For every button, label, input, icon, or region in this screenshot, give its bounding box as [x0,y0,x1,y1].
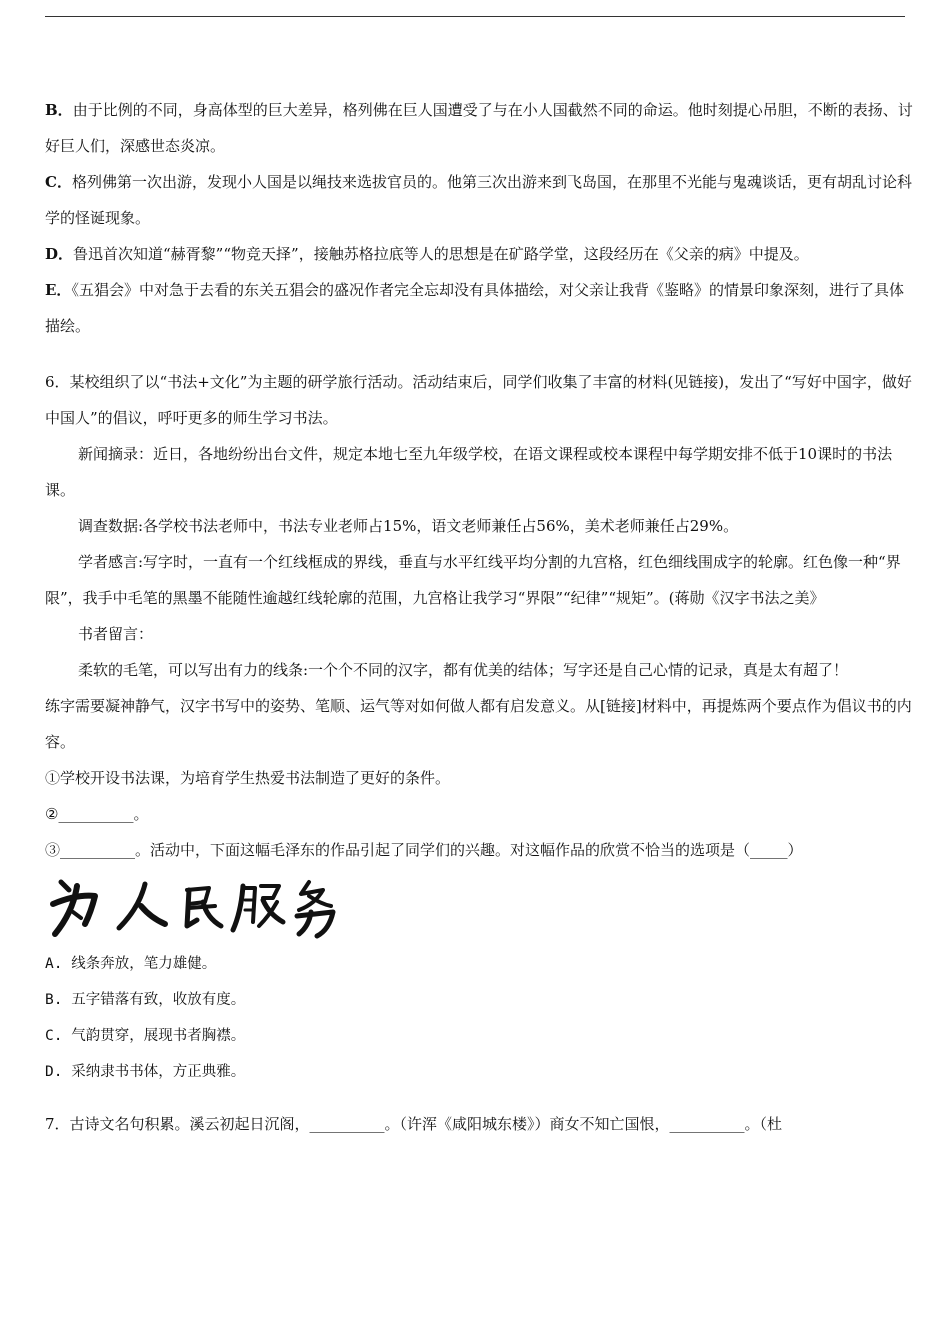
exam-page [45,92,913,1142]
header-rule [45,16,905,17]
option-letter: C． [45,173,72,191]
q6-practice-lead: 练字需要凝神静气，汉字书写中的姿势、笔顺、运气等对如何做人都有启发意义。 [45,697,586,715]
q6-survey: 调查数据:各学校书法老师中，书法专业老师占15%，语文老师兼任占56%，美术老师兼任占29%。 [78,517,739,535]
calligraphy-brush-strokes [47,872,347,940]
q6-point-1: ①学校开设书法课，为培育学生热爱书法制造了更好的条件。 [45,769,451,787]
spacer [45,344,913,364]
option-d [45,236,913,272]
option-text: 《五猖会》中对急于去看的东关五猖会的盛况作者完全忘却没有具体描绘，对父亲让我背《鉴略》的情景印象深刻，进行了具体描绘。 [45,281,904,335]
option-e [45,272,913,344]
q6-choice-d: D. 采纳隶书书体，方正典雅。 [45,1064,246,1080]
spacer [45,1090,913,1106]
q6-task [45,688,913,760]
q6-stem: 6．某校组织了以“书法+文化”为主题的研学旅行活动。活动结束后，同学们收集了丰富的材料(见链接)，发出了“写好中国字，做好中国人”的倡议，呼吁更多的师生学习书法。 [45,373,912,427]
q6-task-text: 从[链接]材料中，再提炼两个要点作为倡议书的内容。 [45,697,912,751]
option-c [45,164,913,236]
q6-calligrapher-title: 书者留言： [78,625,154,643]
option-text: 由于比例的不同，身高体型的巨大差异，格列佛在巨人国遭受了与在小人国截然不同的命运。他时刻提心吊胆，不断的表扬、讨好巨人们，深感世态炎凉。 [45,101,913,155]
option-b [45,92,913,164]
q6-scholar: 学者感言:写字时，一直有一个红线框成的界线，垂直与水平红线平均分割的九宫格，红色细线围成字的轮廓。红色像一种“界限”，我手中毛笔的黑墨不能随性逾越红线轮廓的范围，九宫格让我学习“界限”“纪律”“规矩”。(蒋勋《汉字书法之美》 [45,553,901,607]
option-letter: D． [45,245,74,263]
option-letter: B． [45,101,73,119]
calligraphy-image [47,872,913,940]
option-letter: E． [45,281,72,299]
option-text: 格列佛第一次出游，发现小人国是以绳技来选拔官员的。他第三次出游来到飞岛国，在那里不光能与鬼魂谈话，更有胡乱讨论科学的怪诞现象。 [45,173,912,227]
q6-calligrapher: 柔软的毛笔，可以写出有力的线条:一个个不同的汉字，都有优美的结体；写字还是自己心情的记录，真是太有超了！ [78,661,849,679]
q6-point-2: ②__________。 [45,805,149,823]
option-text: 鲁迅首次知道“赫胥黎”“物竞天择”，接触苏格拉底等人的思想是在矿路学堂，这段经历在《父亲的病》中提及。 [73,245,809,263]
q7-text: 7．古诗文名句积累。溪云初起日沉阁，__________。（许浑《咸阳城东楼》）商女不知亡国恨，__________。（杜 [45,1115,783,1133]
q6-choice-a: A. 线条奔放，笔力雄健。 [45,956,217,972]
q6-news: 新闻摘录：近日，各地纷纷出台文件，规定本地七至九年级学校，在语文课程或校本课程中每学期安排不低于10课时的书法课。 [45,445,893,499]
q6-point-3: ③__________。活动中，下面这幅毛泽东的作品引起了同学们的兴趣。对这幅作品的欣赏不恰当的选项是（_____） [45,841,803,859]
q6-choice-b: B. 五字错落有致，收放有度。 [45,992,246,1008]
q6-choice-c: C. 气韵贯穿，展现书者胸襟。 [45,1028,246,1044]
